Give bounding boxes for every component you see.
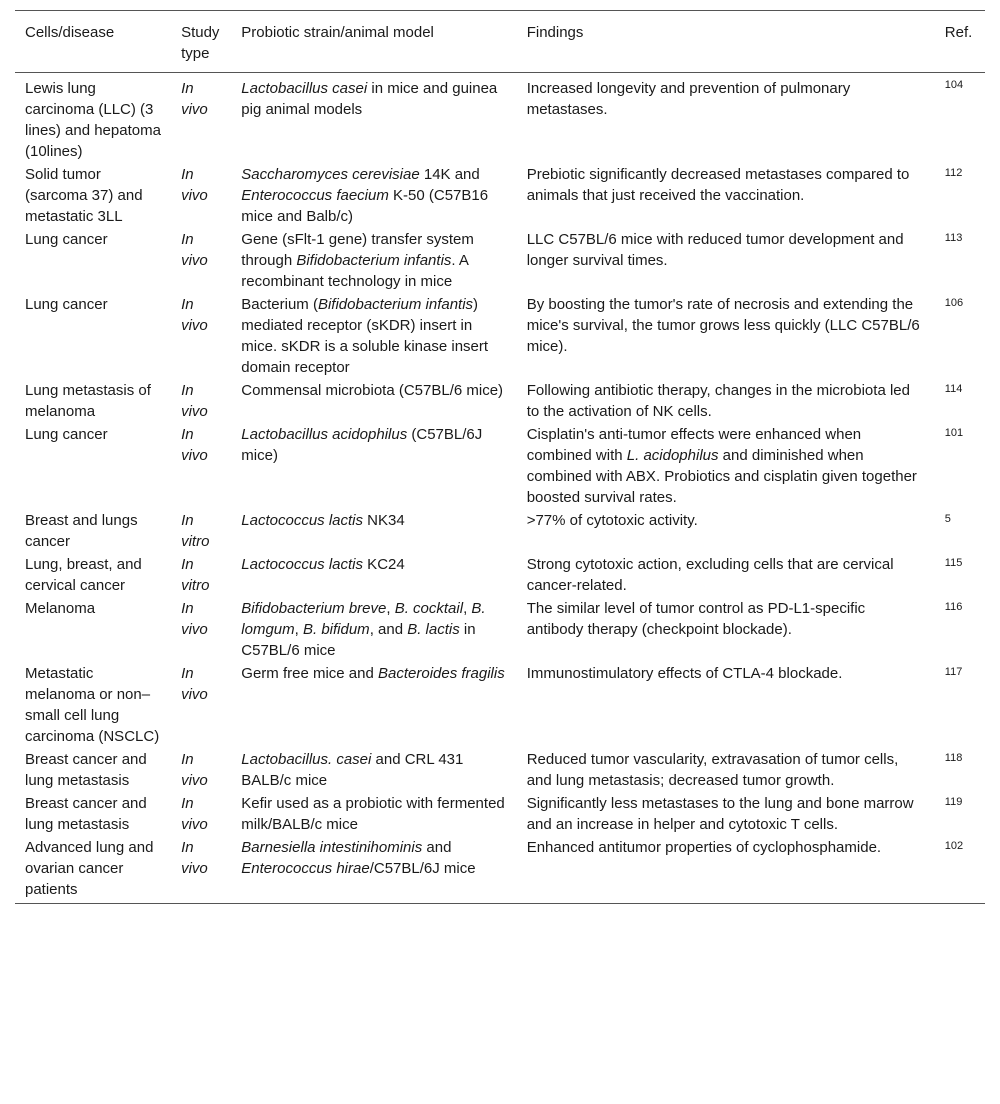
cell-ref: 114 — [944, 383, 963, 395]
text-segment: ) mediated receptor (sKDR) insert in mice. sKDR is a soluble kinase insert domain receptor — [241, 296, 489, 376]
table-body — [15, 73, 985, 904]
cell-findings — [517, 379, 935, 423]
cell-disease: Breast cancer and lung metastasis — [25, 795, 147, 833]
text-segment: >77% of cytotoxic activity. — [526, 512, 698, 529]
cell-ref: 118 — [944, 752, 963, 764]
text-segment: /C57BL/6J mice — [369, 860, 476, 877]
text-segment: Following antibiotic therapy, changes in the microbiota led to the activation of NK cells. — [526, 382, 910, 420]
table-row — [15, 836, 985, 904]
italic-text: Lactobacillus acidophilus — [241, 426, 408, 443]
text-segment: , — [463, 600, 472, 617]
table-row — [15, 662, 985, 748]
table-row — [15, 73, 985, 164]
text-segment: By boosting the tumor's rate of necrosis and extending the mice's survival, the tumor grows less quickly (LLC C57BL/6 mice). — [526, 296, 920, 355]
italic-text: Enterococcus hirae — [241, 860, 370, 877]
cell-study-type: In vitro — [181, 556, 210, 594]
cell-ref: 119 — [944, 796, 963, 808]
text-segment: Cisplatin's anti-tumor effects were enhanced when combined with — [526, 426, 862, 464]
text-segment: in mice and guinea pig animal models — [241, 80, 498, 118]
cell-ref: 113 — [944, 232, 963, 244]
italic-text: Lactobacillus. casei — [241, 751, 372, 768]
text-segment: Prebiotic significantly decreased metastases compared to animals that just received the vaccination. — [526, 166, 910, 204]
cell-disease: Lung metastasis of melanoma — [25, 382, 151, 420]
italic-text: L. acidophilus — [626, 447, 719, 464]
cell-disease: Lung, breast, and cervical cancer — [25, 556, 142, 594]
italic-text: B. cocktail — [394, 600, 464, 617]
text-segment: and CRL 431 BALB/c mice — [241, 751, 464, 789]
cell-study-type: In vivo — [181, 665, 208, 703]
cell-study-type: In vivo — [181, 80, 208, 118]
italic-text: Saccharomyces cerevisiae — [241, 166, 420, 183]
cell-study-type: In vivo — [181, 839, 208, 877]
italic-text: Bifidobacterium breve — [241, 600, 387, 617]
header-study-type: Study type — [181, 24, 220, 62]
cell-probiotic-strain — [231, 293, 516, 379]
table-row — [15, 379, 985, 423]
cell-study-type: In vivo — [181, 231, 208, 269]
text-segment: Bacterium ( — [241, 296, 318, 313]
table-row — [15, 228, 985, 293]
cell-study-type: In vivo — [181, 166, 208, 204]
text-segment: (C57BL/6J mice) — [241, 426, 483, 464]
cell-probiotic-strain — [231, 553, 516, 597]
text-segment: Germ free mice and — [241, 665, 378, 682]
text-segment: NK34 — [363, 512, 405, 529]
cell-findings — [517, 662, 935, 748]
cell-ref: 104 — [944, 79, 964, 91]
text-segment: 14K and — [419, 166, 480, 183]
cell-probiotic-strain — [231, 379, 516, 423]
cell-findings — [517, 792, 935, 836]
italic-text: Lactobacillus casei — [241, 80, 368, 97]
cell-probiotic-strain — [231, 423, 516, 509]
cell-study-type: In vivo — [181, 600, 208, 638]
cell-ref: 101 — [944, 427, 964, 439]
text-segment: Commensal microbiota (C57BL/6 mice) — [241, 382, 504, 399]
table-row — [15, 597, 985, 662]
cell-ref: 116 — [944, 601, 963, 613]
header-findings: Findings — [526, 24, 584, 41]
italic-text: Lactococcus lactis — [241, 512, 364, 529]
cell-disease: Melanoma — [25, 600, 96, 617]
cell-probiotic-strain — [231, 748, 516, 792]
cell-findings — [517, 597, 935, 662]
cell-study-type: In vivo — [181, 751, 208, 789]
table-row — [15, 509, 985, 553]
text-segment: Immunostimulatory effects of CTLA-4 blockade. — [526, 665, 843, 682]
cell-study-type: In vivo — [181, 426, 208, 464]
table-row — [15, 792, 985, 836]
table-row — [15, 163, 985, 228]
table-row — [15, 748, 985, 792]
text-segment: Significantly less metastases to the lung and bone marrow and an increase in helper and cytotoxic T cells. — [526, 795, 914, 833]
text-segment: in C57BL/6 mice — [241, 621, 476, 659]
cell-disease: Lewis lung carcinoma (LLC) (3 lines) and hepatoma (10lines) — [25, 80, 161, 160]
cell-disease: Solid tumor (sarcoma 37) and metastatic 3LL — [25, 166, 143, 225]
cell-findings — [517, 293, 935, 379]
probiotics-table — [15, 10, 985, 904]
header-cells-disease: Cells/disease — [25, 24, 115, 41]
cell-findings — [517, 553, 935, 597]
cell-study-type: In vivo — [181, 296, 208, 334]
cell-probiotic-strain — [231, 597, 516, 662]
cell-probiotic-strain — [231, 509, 516, 553]
cell-findings — [517, 73, 935, 164]
text-segment: Reduced tumor vascularity, extravasation of tumor cells, and lung metastasis; decreased tumor growth. — [526, 751, 899, 789]
text-segment: and diminished when combined with ABX. Probiotics and cisplatin given together boosted survival rates. — [526, 447, 917, 506]
cell-findings — [517, 423, 935, 509]
cell-probiotic-strain — [231, 228, 516, 293]
text-segment: , and — [369, 621, 408, 638]
text-segment: Strong cytotoxic action, excluding cells that are cervical cancer-related. — [526, 556, 894, 594]
cell-probiotic-strain — [231, 792, 516, 836]
cell-study-type: In vitro — [181, 512, 210, 550]
text-segment: LLC C57BL/6 mice with reduced tumor development and longer survival times. — [526, 231, 904, 269]
cell-findings — [517, 748, 935, 792]
table-row — [15, 423, 985, 509]
cell-ref: 112 — [944, 167, 963, 179]
header-probiotic-strain: Probiotic strain/animal model — [241, 24, 434, 41]
cell-ref: 102 — [944, 840, 964, 852]
text-segment: KC24 — [363, 556, 405, 573]
cell-disease: Breast and lungs cancer — [25, 512, 138, 550]
text-segment: and — [422, 839, 452, 856]
italic-text: Enterococcus faecium — [241, 187, 389, 204]
cell-findings — [517, 228, 935, 293]
text-segment: . A recombinant technology in mice — [241, 252, 469, 290]
header-row — [15, 11, 985, 73]
cell-ref: 5 — [944, 513, 951, 525]
cell-disease: Lung cancer — [25, 426, 108, 443]
cell-study-type: In vivo — [181, 795, 208, 833]
cell-ref: 115 — [944, 557, 963, 569]
text-segment: Enhanced antitumor properties of cyclophosphamide. — [526, 839, 882, 856]
cell-ref: 106 — [944, 297, 964, 309]
text-segment: , — [294, 621, 303, 638]
cell-findings — [517, 163, 935, 228]
cell-disease: Breast cancer and lung metastasis — [25, 751, 147, 789]
cell-study-type: In vivo — [181, 382, 208, 420]
italic-text: B. bifidum — [302, 621, 370, 638]
cell-disease: Metastatic melanoma or non–small cell lung carcinoma (NSCLC) — [25, 665, 160, 745]
italic-text: Bacteroides fragilis — [378, 665, 505, 682]
text-segment: , — [386, 600, 395, 617]
header-ref: Ref. — [944, 24, 973, 41]
cell-ref: 117 — [944, 666, 963, 678]
table-header — [15, 11, 985, 73]
italic-text: Bifidobacterium infantis — [317, 296, 474, 313]
cell-probiotic-strain — [231, 73, 516, 164]
table-row — [15, 553, 985, 597]
text-segment: Kefir used as a probiotic with fermented milk/BALB/c mice — [241, 795, 505, 833]
table-row — [15, 293, 985, 379]
italic-text: Barnesiella intestinihominis — [241, 839, 423, 856]
cell-disease: Lung cancer — [25, 296, 108, 313]
italic-text: Bifidobacterium infantis — [296, 252, 452, 269]
cell-probiotic-strain — [231, 836, 516, 904]
cell-disease: Advanced lung and ovarian cancer patients — [25, 839, 154, 898]
text-segment: K-50 (C57B16 mice and Balb/c) — [241, 187, 489, 225]
text-segment: Gene (sFlt-1 gene) transfer system through — [241, 231, 474, 269]
italic-text: B. lactis — [407, 621, 460, 638]
cell-findings — [517, 509, 935, 553]
cell-probiotic-strain — [231, 163, 516, 228]
text-segment: Increased longevity and prevention of pulmonary metastases. — [526, 80, 851, 118]
cell-probiotic-strain — [231, 662, 516, 748]
cell-findings — [517, 836, 935, 904]
italic-text: Lactococcus lactis — [241, 556, 364, 573]
text-segment: The similar level of tumor control as PD-L1-specific antibody therapy (checkpoint blockade). — [526, 600, 866, 638]
italic-text: B. lomgum — [241, 600, 486, 638]
cell-disease: Lung cancer — [25, 231, 108, 248]
